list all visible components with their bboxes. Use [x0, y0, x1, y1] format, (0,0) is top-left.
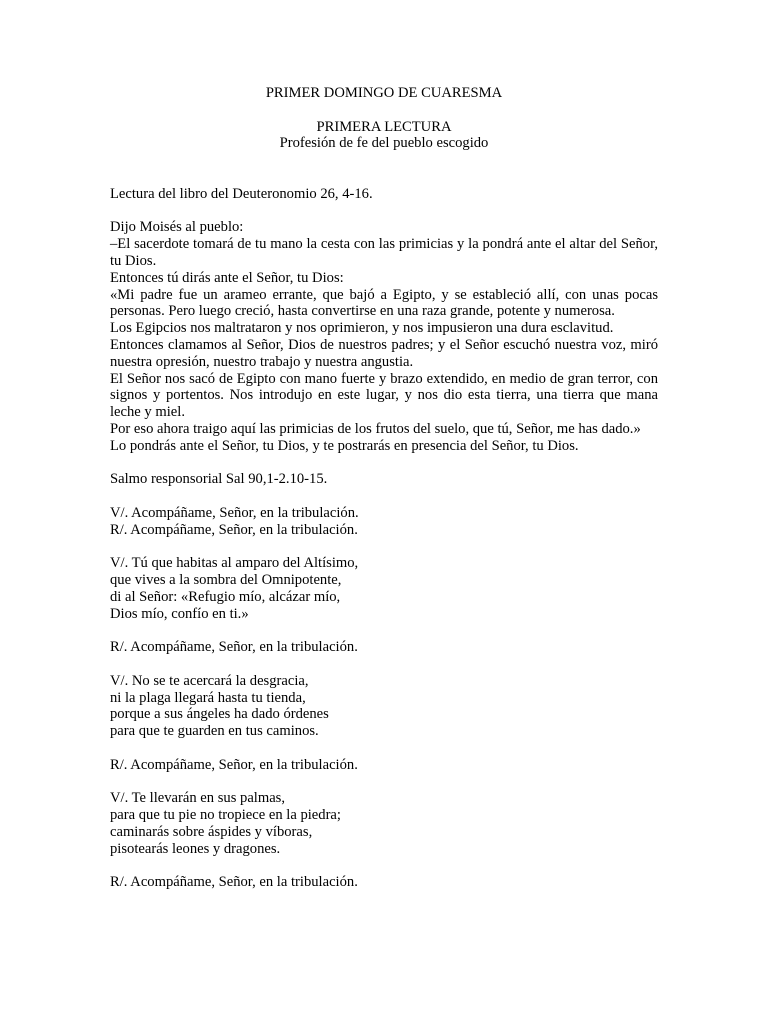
stanza-line: di al Señor: «Refugio mío, alcázar mío,	[110, 588, 341, 605]
psalm-title: Salmo responsorial Sal 90,1-2.10-15.	[110, 471, 328, 488]
stanza-line: V/. Tú que habitas al amparo del Altísimo,	[110, 555, 359, 572]
refrain-versicle: V/. Acompáñame, Señor, en la tribulación.	[110, 504, 359, 521]
section-header	[110, 119, 658, 153]
stanza-line: caminarás sobre áspides y víboras,	[110, 824, 313, 841]
reading-paragraph: Entonces tú dirás ante el Señor, tu Dios:	[110, 269, 344, 286]
reading-paragraph: Los Egipcios nos maltrataron y nos oprimieron, y nos impusieron una dura esclavitud.	[110, 320, 614, 337]
stanza-line: Dios mío, confío en ti.»	[110, 605, 249, 622]
reading-source: Lectura del libro del Deuteronomio 26, 4-16.	[110, 185, 373, 202]
psalm-response: R/. Acompáñame, Señor, en la tribulación.	[110, 874, 358, 891]
stanza-line: porque a sus ángeles ha dado órdenes	[110, 706, 329, 723]
section-subheading: Profesión de fe del pueblo escogido	[279, 135, 489, 152]
psalm-stanza	[110, 673, 658, 740]
psalm-stanza	[110, 555, 658, 622]
document-title: PRIMER DOMINGO DE CUARESMA	[265, 85, 503, 101]
document-page	[110, 85, 658, 891]
psalm-stanza	[110, 790, 658, 857]
refrain-response: R/. Acompáñame, Señor, en la tribulación.	[110, 521, 358, 538]
psalm-refrain	[110, 505, 658, 539]
stanza-line: ni la plaga llegará hasta tu tienda,	[110, 689, 306, 706]
reading-body	[110, 219, 658, 454]
stanza-line: V/. Te llevarán en sus palmas,	[110, 790, 286, 807]
psalm-response: R/. Acompáñame, Señor, en la tribulación.	[110, 756, 358, 773]
section-heading: PRIMERA LECTURA	[316, 118, 452, 135]
reading-paragraph: «Mi padre fue un arameo errante, que bajó a Egipto, y se estableció allí, con unas pocas personas. Pero luego creció, hasta convertirse en una raza grande, potente y numerosa.	[110, 286, 658, 320]
reading-intro: Dijo Moisés al pueblo:	[110, 219, 244, 236]
stanza-line: V/. No se te acercará la desgracia,	[110, 672, 309, 689]
reading-paragraph: Por eso ahora traigo aquí las primicias de los frutos del suelo, que tú, Señor, me has dado.»	[110, 420, 641, 437]
reading-paragraph: El Señor nos sacó de Egipto con mano fuerte y brazo extendido, en medio de gran terror, con signos y portentos. Nos introdujo en este lugar, y nos dio esta tierra, una tierra que mana leche y miel.	[110, 370, 658, 421]
stanza-line: pisotearás leones y dragones.	[110, 840, 281, 857]
reading-paragraph: Lo pondrás ante el Señor, tu Dios, y te postrarás en presencia del Señor, tu Dios.	[110, 437, 579, 454]
psalm-response: R/. Acompáñame, Señor, en la tribulación.	[110, 639, 358, 656]
stanza-line: para que te guarden en tus caminos.	[110, 723, 319, 740]
stanza-line: para que tu pie no tropiece en la piedra;	[110, 807, 341, 824]
stanza-line: que vives a la sombra del Omnipotente,	[110, 572, 342, 589]
reading-paragraph: Entonces clamamos al Señor, Dios de nuestros padres; y el Señor escuchó nuestra voz, miró nuestra opresión, nuestro trabajo y nuestra angustia.	[110, 336, 658, 370]
reading-paragraph: –El sacerdote tomará de tu mano la cesta con las primicias y la pondrá ante el altar del Señor, tu Dios.	[110, 236, 658, 269]
